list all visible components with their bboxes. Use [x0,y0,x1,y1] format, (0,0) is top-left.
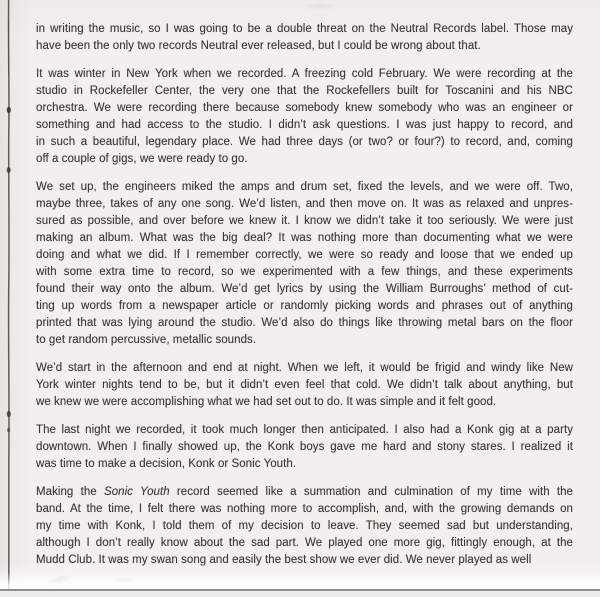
text-line: The last night we recorded, it took much longer then anticipated. I also had a Konk gig at a party [36,424,573,436]
text-line: found their way onto the album. We’d get lyrics by using the William Burroughs’ method of cut- [36,283,573,295]
text-line [36,484,573,501]
spine-line-graphic [0,0,16,592]
text-line: band. At the time, I felt there was nothing more to accomplish, and, with the growing demands on [36,503,573,515]
text-line: We set up, the engineers miked the amps and drum set, fixed the levels, and we were off. Two, [36,181,573,193]
paragraph [36,484,573,569]
text-line: It was winter in New York when we recorded. A freezing cold February. We were recording at the [36,68,573,80]
text-line: sured as possible, and over before we knew it. I know we didn’t take it too seriously. We were just [36,215,573,227]
text-line: although I don’t really know about the sad part. We played one more gig, fittingly enough, at the [36,537,573,549]
text-line: have been the only two records Neutral ever released, but I could be wrong about that. [36,40,481,52]
staple-mark [7,428,10,433]
text-line: studio in Rockefeller Center, the very one that the Rockefellers built for Toscanini and his NBC [36,85,573,97]
text-line: We’d start in the afternoon and end at night. When we left, it would be frigid and windy like New [36,362,573,374]
text-line: printed that was lying around the studio. We’d also do things like throwing metal bars on the floor [36,317,573,329]
text-line: was time to make a decision, Konk or Sonic Youth. [36,458,297,470]
text-line: off a couple of gigs, we were ready to go. [36,153,248,165]
text-line: York winter nights tend to be, but it didn’t even feel that cold. We didn’t talk about anything, but [36,379,573,391]
paragraph [36,179,573,349]
text-line: making an album. What was the big deal? It was nothing more than documenting what we were [36,232,573,244]
text-line: my time with Konk, I told them of my decision to leave. They seemed sad but understanding, [36,520,573,532]
paragraph [36,21,573,55]
scan-background-strip [0,591,600,597]
text-line: we knew we were accomplishing what we had set out to do. It was simple and it felt good. [36,396,497,408]
text-line: orchestra. We were recording there because somebody knew somebody who was an engineer or [36,102,573,114]
album-title-italic: Sonic Youth [103,486,170,498]
text-line: in such a beautiful, legendary place. We had three days (or two? or four?) to record, and, coming [36,136,573,148]
paragraph [36,360,573,411]
text-segment: Making the [36,486,104,498]
page-bottom-highlight [0,572,600,589]
text-line: with some extra time to record, so we experimented with a few things, and these experiments [36,266,573,278]
text-line: something and had access to the studio. I didn’t ask questions. I was just happy to record, and [36,119,573,131]
page-text [36,0,573,580]
text-line: to get random percussive, metallic sounds. [36,334,257,346]
text-line: maybe three, takes of any one song. We’d listen, and then move on. It was as relaxed and unpres- [36,198,573,210]
paragraph [36,66,573,168]
staple-mark [7,107,11,113]
text-line: downtown. When I finally showed up, the Konk boys gave me hard and stony stares. I realized it [36,441,573,453]
paragraph [36,422,573,473]
staple-mark [7,411,11,417]
text-line: ting up words from a newspaper article or randomly picking words and phrases out of anything [36,300,573,312]
text-line: Mudd Club. It was my swan song and easily the best show we ever did. We never played as well [36,554,532,566]
text-line: doing and what we did. If I remember correctly, we were so ready and loose that we ended up [36,249,573,261]
staple-mark [7,167,11,173]
text-segment: record seemed like a summation and culmination of my time with the [169,486,574,498]
text-line: in writing the music, so I was going to be a double threat on the Neutral Records label. Those may [36,23,573,35]
booklet-spine-shadow [0,0,16,592]
